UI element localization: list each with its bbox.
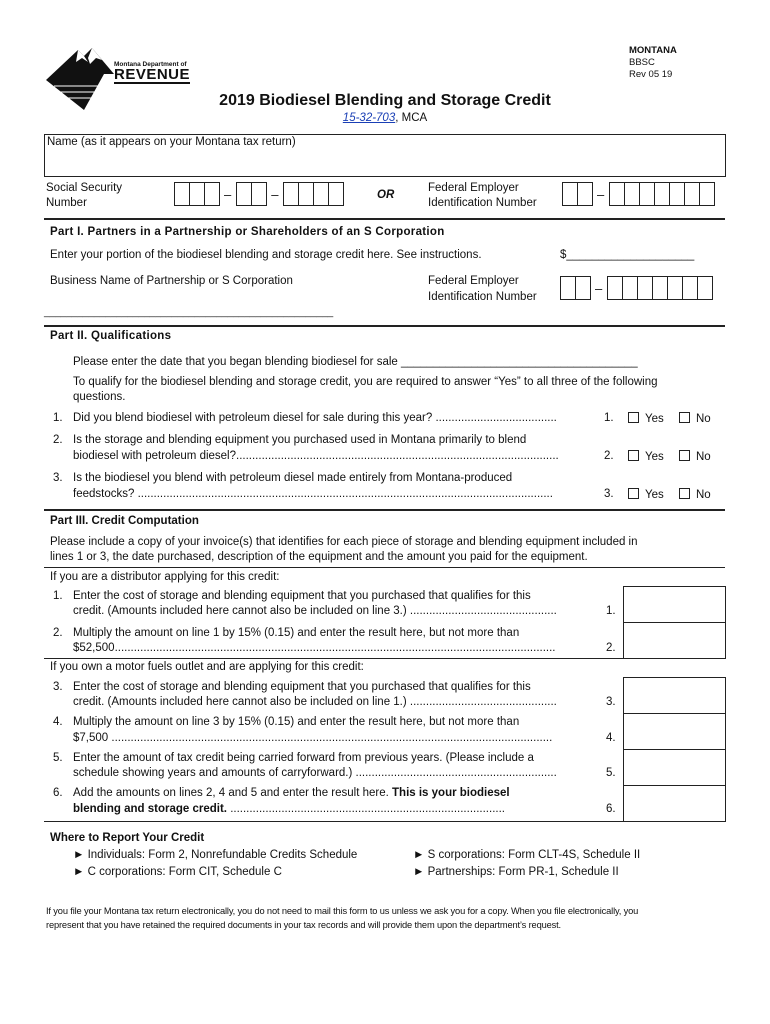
ssn-label-1: Social Security bbox=[46, 182, 123, 194]
line-ref: 4. bbox=[606, 732, 616, 744]
divider bbox=[44, 658, 623, 659]
part2-heading: Part II. Qualifications bbox=[50, 330, 172, 342]
statute-link[interactable]: 15-32-703 bbox=[342, 112, 396, 124]
line-text bbox=[73, 803, 603, 815]
part3-intro-2: lines 1 or 3, the date purchased, description of the equipment and the amount you paid for the equipment. bbox=[50, 551, 588, 563]
question-text: Is the storage and blending equipment you purchased used in Montana primarily to blend bbox=[73, 434, 527, 446]
yes-label: Yes bbox=[645, 489, 664, 501]
checkbox-icon[interactable] bbox=[628, 450, 639, 461]
footer-note-2: represent that you have retained the required documents in your tax records and will provide them upon the department’s request. bbox=[46, 920, 561, 930]
line-ref: 2. bbox=[606, 642, 616, 654]
line-number: 6. bbox=[53, 787, 63, 799]
ssn-label-2: Number bbox=[46, 197, 87, 209]
distributor-label: If you are a distributor applying for this credit: bbox=[50, 571, 280, 583]
fein-input[interactable]: – bbox=[562, 182, 714, 206]
question-number: 3. bbox=[53, 472, 63, 484]
question-text: biodiesel with petroleum diesel?..................................................................................................... bbox=[73, 450, 559, 462]
line-number: 3. bbox=[53, 681, 63, 693]
part1-heading: Part I. Partners in a Partnership or Shareholders of an S Corporation bbox=[50, 226, 445, 238]
report-item: ► Partnerships: Form PR-1, Schedule II bbox=[413, 866, 619, 878]
line-6-text: Add the amounts on lines 2, 4 and 5 and enter the result here. bbox=[73, 787, 393, 799]
line-6-amount[interactable] bbox=[623, 785, 726, 822]
part2-intro-1: To qualify for the biodiesel blending and storage credit, you are required to answer “Yes” to all three of the following bbox=[73, 376, 658, 388]
no-option[interactable] bbox=[679, 412, 711, 425]
no-option[interactable] bbox=[679, 488, 711, 501]
part3-intro-1: Please include a copy of your invoice(s) that identifies for each piece of storage and blending equipment included in bbox=[50, 536, 638, 548]
question-text: Is the biodiesel you blend with petroleum diesel made entirely from Montana-produced bbox=[73, 472, 513, 484]
yes-label: Yes bbox=[645, 413, 664, 425]
line-6-dots: ...................................................................................... bbox=[227, 803, 505, 815]
business-name-label: Business Name of Partnership or S Corporation bbox=[50, 275, 293, 287]
line-text: Multiply the amount on line 3 by 15% (0.15) and enter the result here, but not more than bbox=[73, 716, 520, 728]
line-text: Multiply the amount on line 1 by 15% (0.15) and enter the result here, but not more than bbox=[73, 627, 520, 639]
line-number: 1. bbox=[53, 590, 63, 602]
line-5-amount[interactable] bbox=[623, 749, 726, 786]
part1-fein-label-1: Federal Employer bbox=[428, 275, 519, 287]
line-number: 4. bbox=[53, 716, 63, 728]
line-number: 5. bbox=[53, 752, 63, 764]
form-code: BBSC bbox=[629, 57, 655, 68]
line-4-amount[interactable] bbox=[623, 713, 726, 750]
report-item: ► C corporations: Form CIT, Schedule C bbox=[73, 866, 282, 878]
ssn-input[interactable]: – – bbox=[174, 182, 343, 206]
statute-reference bbox=[0, 112, 770, 124]
outlet-label: If you own a motor fuels outlet and are applying for this credit: bbox=[50, 661, 364, 673]
checkbox-icon[interactable] bbox=[679, 488, 690, 499]
divider bbox=[44, 567, 725, 568]
line-text: credit. (Amounts included here cannot also be included on line 1.) .............................................. bbox=[73, 696, 557, 708]
question-ref: 2. bbox=[604, 450, 614, 462]
line-text bbox=[73, 787, 510, 799]
line-text: $52,500.......................................................................................................................................... bbox=[73, 642, 556, 654]
line-text: credit. (Amounts included here cannot also be included on line 3.) .............................................. bbox=[73, 605, 557, 617]
fein-label-1: Federal Employer bbox=[428, 182, 519, 194]
line-6-emphasis-2: blending and storage credit. bbox=[73, 803, 227, 815]
line-number: 2. bbox=[53, 627, 63, 639]
agency-name-big: REVENUE bbox=[114, 66, 191, 83]
or-label: OR bbox=[377, 189, 395, 201]
divider bbox=[44, 821, 623, 822]
fein-label-2: Identification Number bbox=[428, 197, 537, 209]
question-text: Did you blend biodiesel with petroleum diesel for sale during this year? ...................................... bbox=[73, 412, 557, 424]
part1-portion-input[interactable]: $____________________ bbox=[560, 249, 695, 261]
question-ref: 3. bbox=[604, 488, 614, 500]
question-number: 2. bbox=[53, 434, 63, 446]
where-heading: Where to Report Your Credit bbox=[50, 832, 205, 844]
line-1-amount[interactable] bbox=[623, 586, 726, 623]
part1-fein-input[interactable]: – bbox=[560, 276, 712, 300]
part1-portion-text: Enter your portion of the biodiesel blending and storage credit here. See instructions. bbox=[50, 249, 482, 261]
no-label: No bbox=[696, 489, 711, 501]
part1-fein-label-2: Identification Number bbox=[428, 291, 537, 303]
line-ref: 6. bbox=[606, 803, 616, 815]
no-option[interactable] bbox=[679, 450, 711, 463]
line-3-amount[interactable] bbox=[623, 677, 726, 714]
business-name-input[interactable]: ____________________________________________________ bbox=[44, 307, 334, 318]
line-6-emphasis: This is your biodiesel bbox=[392, 787, 510, 799]
line-text: Enter the cost of storage and blending equipment that you purchased that qualifies for this bbox=[73, 590, 531, 602]
line-2-amount[interactable] bbox=[623, 622, 726, 659]
line-text: schedule showing years and amounts of carryforward.) ............................................................... bbox=[73, 767, 557, 779]
divider bbox=[44, 218, 725, 220]
yes-option[interactable] bbox=[628, 412, 664, 425]
yes-option[interactable] bbox=[628, 450, 664, 463]
line-text: $7,500 .......................................................................................................................................... bbox=[73, 732, 553, 744]
checkbox-icon[interactable] bbox=[628, 488, 639, 499]
checkbox-icon[interactable] bbox=[679, 450, 690, 461]
blend-date-prompt[interactable]: Please enter the date that you began blending biodiesel for sale _____________________________________ bbox=[73, 356, 638, 368]
page-title: 2019 Biodiesel Blending and Storage Credit bbox=[219, 92, 551, 109]
line-text: Enter the amount of tax credit being carried forward from previous years. (Please include a bbox=[73, 752, 534, 764]
part3-heading: Part III. Credit Computation bbox=[50, 515, 199, 527]
report-item: ► Individuals: Form 2, Nonrefundable Credits Schedule bbox=[73, 849, 358, 861]
checkbox-icon[interactable] bbox=[679, 412, 690, 423]
yes-option[interactable] bbox=[628, 488, 664, 501]
divider bbox=[44, 509, 725, 511]
line-ref: 3. bbox=[606, 696, 616, 708]
divider bbox=[44, 325, 725, 327]
state-label: MONTANA bbox=[629, 45, 677, 56]
statute-suffix: , MCA bbox=[395, 112, 428, 124]
yes-label: Yes bbox=[645, 451, 664, 463]
question-number: 1. bbox=[53, 412, 63, 424]
line-ref: 5. bbox=[606, 767, 616, 779]
line-text: Enter the cost of storage and blending equipment that you purchased that qualifies for this bbox=[73, 681, 531, 693]
agency-name-small: Montana Department of bbox=[114, 61, 187, 68]
no-label: No bbox=[696, 451, 711, 463]
name-label: Name (as it appears on your Montana tax return) bbox=[47, 136, 296, 148]
question-ref: 1. bbox=[604, 412, 614, 424]
checkbox-icon[interactable] bbox=[628, 412, 639, 423]
line-ref: 1. bbox=[606, 605, 616, 617]
form-revision: Rev 05 19 bbox=[629, 69, 673, 80]
report-item: ► S corporations: Form CLT-4S, Schedule II bbox=[413, 849, 641, 861]
question-text: feedstocks? .................................................................................................................................. bbox=[73, 488, 553, 500]
footer-note-1: If you file your Montana tax return electronically, you do not need to mail this form to us unless we ask you for a copy. When you file electronically, you bbox=[46, 906, 639, 916]
part2-intro-2: questions. bbox=[73, 391, 126, 403]
no-label: No bbox=[696, 413, 711, 425]
